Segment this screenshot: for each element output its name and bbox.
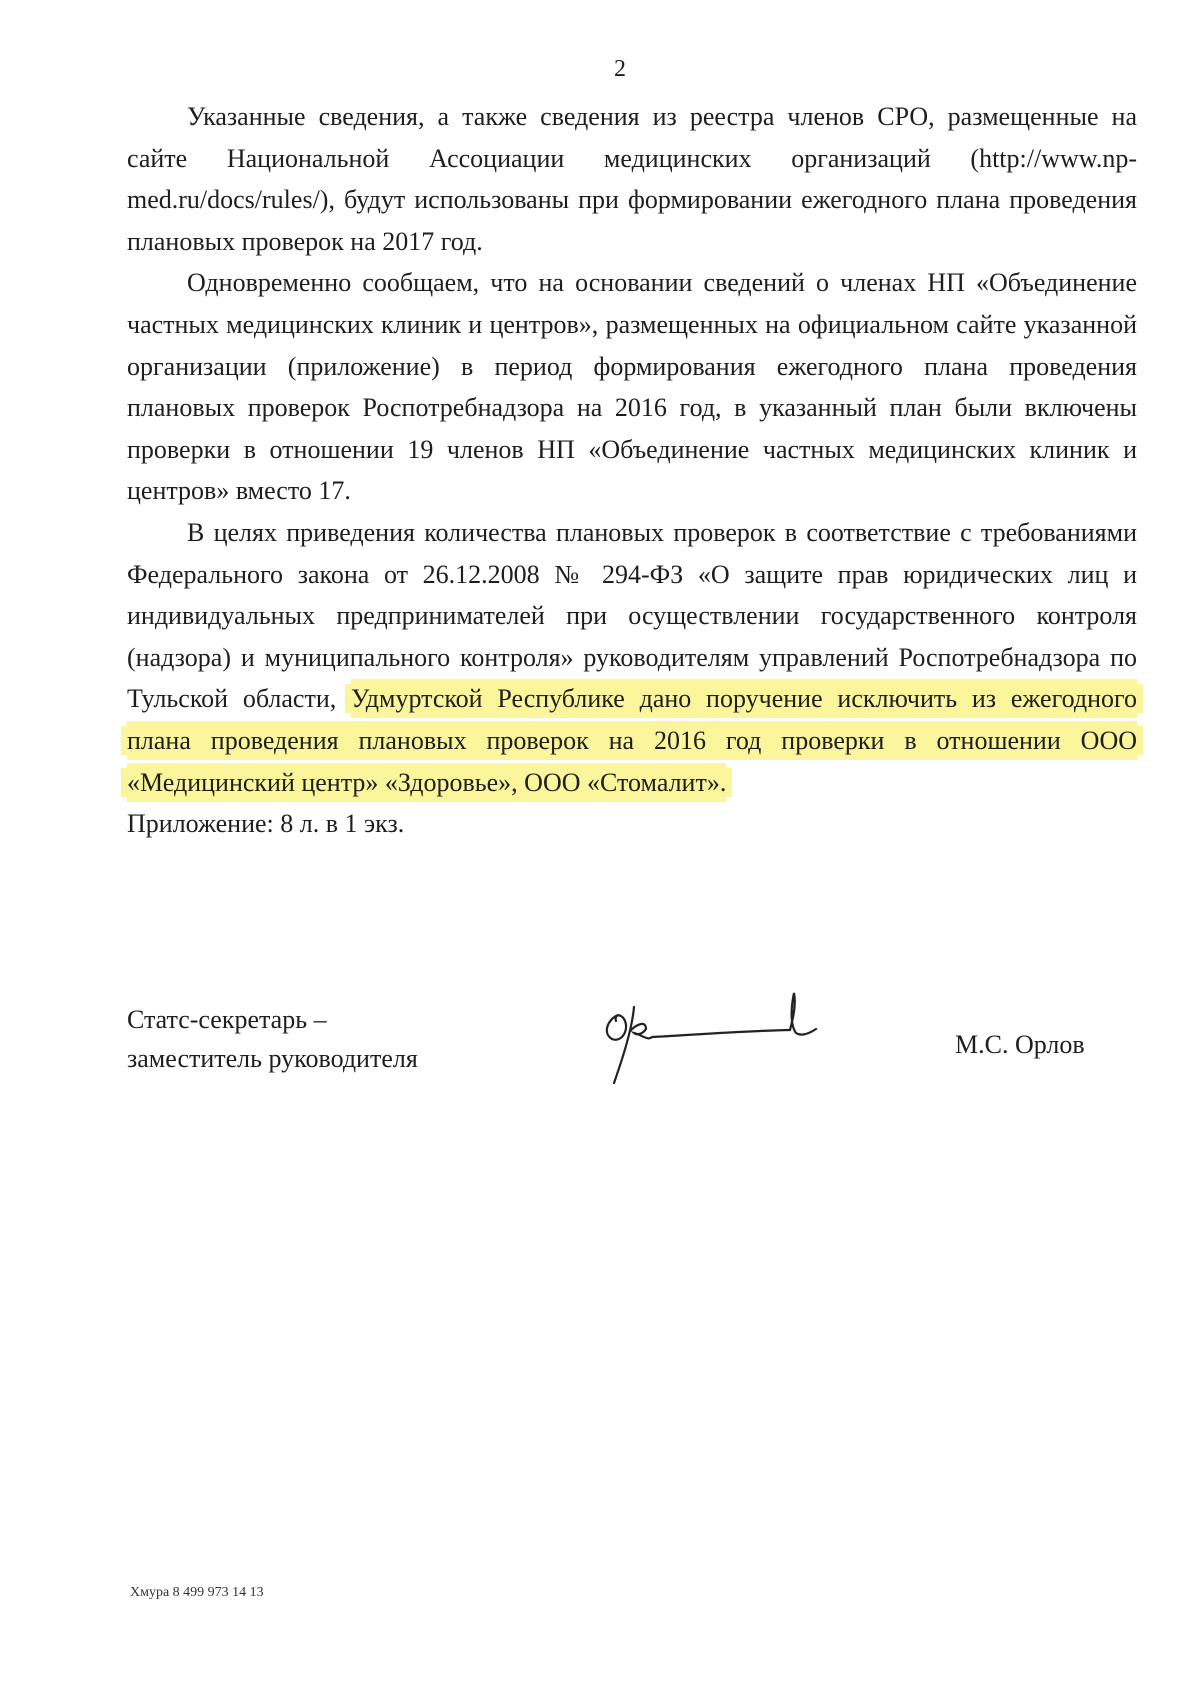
page-number: 2 xyxy=(614,56,626,82)
signer-title-line-2: заместитель руководителя xyxy=(127,1044,418,1073)
signer-title-line-1: Статс-секретарь – xyxy=(127,1005,327,1034)
signer-title xyxy=(127,1000,418,1078)
paragraph-2: Одновременно сообщаем, что на основании сведений о членах НП «Объединение частных медицинских клиник и центров», размещенных на официальном сайте указанной организации (приложение) в период формирования ежегодного плана проведения плановых проверок Роспотребнадзора на 2016 год, в указанный план были включены проверки в отношении 19 членов НП «Объединение частных медицинских клиник и центров» вместо 17. xyxy=(127,268,1137,506)
paragraph-3 xyxy=(127,512,1137,803)
executor-contact: Хмура 8 499 973 14 13 xyxy=(130,1585,264,1600)
signer-name: М.С. Орлов xyxy=(955,1030,1085,1059)
attachment-note: Приложение: 8 л. в 1 экз. xyxy=(127,809,405,839)
letter-body xyxy=(127,96,1137,845)
highlighted-text: Удмуртской Республике дано поручение исключить из ежегодного плана проведения плановых проверок на 2016 год проверки в отношении ООО «Медицинский центр» «Здоровье», ООО «Стомалит». xyxy=(127,684,1137,797)
signature-image xyxy=(590,985,830,1085)
paragraph-1: Указанные сведения, а также сведения из реестра членов СРО, размещенные на сайте Национальной Ассоциации медицинских организаций (http://www.np-med.ru/docs/rules/), будут использованы при формировании ежегодного плана проведения плановых проверок на 2017 год. xyxy=(127,102,1137,256)
paragraph-3-text: В целях приведения количества плановых проверок в соответствие с требованиями Федерального закона от 26.12.2008 № 294-ФЗ «О защите прав юридических лиц и индивидуальных предпринимателей при осуществлении государственного контроля (надзора) и муниципального контроля» руководителям управлений Роспотребнадзора по Тульской области, xyxy=(127,517,1137,714)
